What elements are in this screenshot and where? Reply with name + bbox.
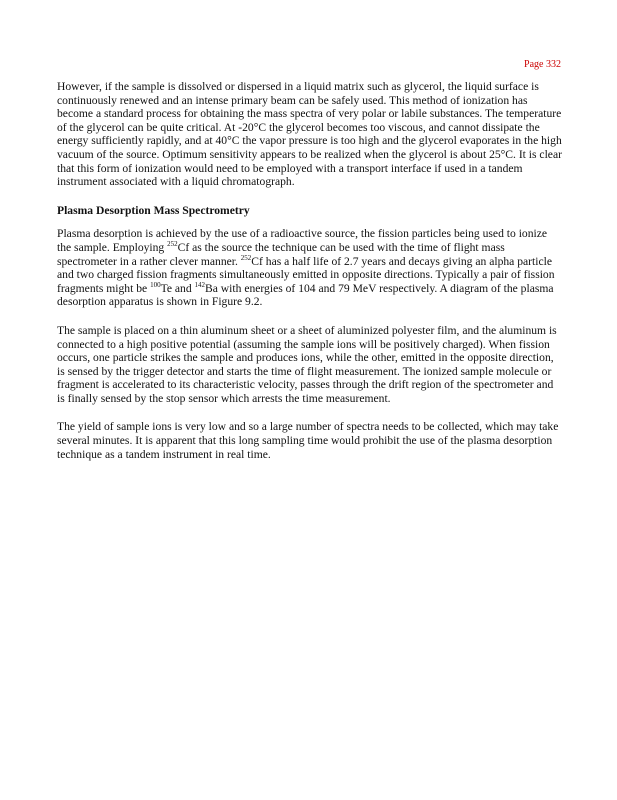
isotope-mass-number: 252 — [167, 240, 178, 249]
isotope-mass-number: 142 — [194, 280, 206, 289]
page-number: Page 332 — [524, 59, 561, 70]
document-body — [57, 80, 563, 476]
paragraph-sample-yield: The yield of sample ions is very low and so a large number of spectra needs to be collected, which may take several minutes. It is apparent that this long sampling time would prohibit the use of the plasma desorption technique as a tandem instrument in real time. — [57, 420, 559, 461]
paragraph-plasma-desorption — [57, 227, 563, 309]
text-run: Te and — [160, 281, 195, 295]
section-heading: Plasma Desorption Mass Spectrometry — [57, 203, 250, 217]
text-run: Plasma desorption is achieved by the use of a radioactive source, the fission particles being used to ionize the sample. Employing — [57, 227, 548, 254]
text-run: Cf has a half life of 2.7 years and decays giving an alpha particle and two charged fission fragments simultaneously emitted in opposite directions. Typically a pair of fission fragments might be — [57, 254, 555, 295]
isotope-mass-number: 100 — [150, 280, 161, 289]
paragraph-sample-placement: The sample is placed on a thin aluminum sheet or a sheet of aluminized polyester film, and the aluminum is connected to a high positive potential (assuming the sample ions will be positively charged). When fission occurs, one particle strikes the sample and produces ions, while the other, emitted in the opposite direction, is sensed by the trigger detector and starts the time of flight measurement. The ionized sample molecule or fragment is accelerated to its characteristic velocity, passes through the drift region of the spectrometer and is finally sensed by the stop sensor which arrests the time measurement. — [57, 323, 557, 405]
text-run: Ba with energies of 104 and 79 MeV respectively. A diagram of the plasma desorption apparatus is shown in Figure 9.2. — [57, 281, 554, 309]
paragraph-glycerol-matrix: However, if the sample is dissolved or dispersed in a liquid matrix such as glycerol, the liquid surface is continuously renewed and an intense primary beam can be safely used. This method of ionization has become a standard process for obtaining the mass spectra of very polar or labile substances. The temperature of the glycerol can be quite critical. At -20°C the glycerol becomes too viscous, and cannot dissipate the energy sufficiently rapidly, and at 40°C the vapor pressure is too high and the glycerol evaporates in the high vacuum of the source. Optimum sensitivity appears to be realized when the glycerol is about 25°C. It is clear that this form of ionization would need to be employed with a transport interface if used in a tandem instrument associated with a liquid chromatograph. — [57, 80, 562, 189]
isotope-mass-number: 252 — [240, 253, 252, 262]
text-run: Cf as the source the technique can be used with the time of flight mass spectrometer in a rather clever manner. — [57, 240, 505, 268]
